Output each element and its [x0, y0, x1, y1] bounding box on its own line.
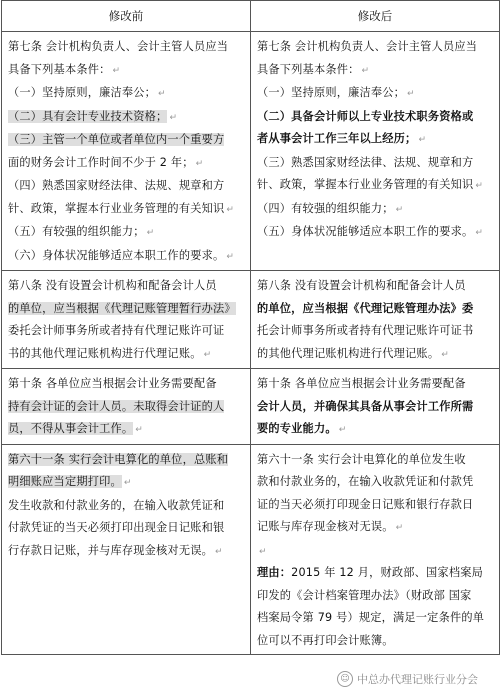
text-line: [257, 630, 494, 653]
line-text: （四）有较强的组织能力；: [257, 201, 394, 215]
line-text: 第十条 各单位应当根据会计业务需要配备: [8, 377, 217, 390]
return-mark: ↵: [475, 181, 484, 191]
text-line: [257, 198, 494, 222]
text-line: [8, 449, 245, 472]
table-row: [2, 32, 500, 271]
line-text: （四）熟悉国家财经法律、法规、规章和方: [8, 179, 225, 192]
line-text: 付款凭证的当天必须打印出现金日记账和银: [8, 521, 225, 534]
line-text: 第六十一条 实行会计电算化的单位，总账和: [8, 452, 229, 466]
return-mark: ↵: [475, 228, 484, 238]
text-line: [257, 59, 494, 83]
text-line: [8, 175, 245, 198]
cell-after: [251, 369, 500, 445]
cell-after: [251, 444, 500, 655]
text-line: [8, 245, 245, 269]
wechat-icon: ☺: [337, 671, 353, 687]
text-line: [257, 320, 494, 343]
line-text: 印发的《会计档案管理办法》（财政部 国家: [257, 588, 472, 602]
text-line: [257, 396, 494, 419]
line-text: （三）主管一个单位或者单位内一个重要方: [8, 133, 225, 146]
text-line: [257, 449, 494, 472]
comparison-table: [1, 0, 500, 655]
line-text: 托会计师事务所或者持有代理记账许可证书: [257, 324, 474, 337]
line-text: （二）具有会计专业技术资格；: [8, 109, 168, 123]
text-line: [8, 59, 245, 83]
return-mark: ↵: [226, 204, 235, 215]
line-text: 理由：2015 年 12 月，财政部、国家档案局: [257, 566, 483, 579]
return-mark: ↵: [259, 546, 267, 557]
table-row: [2, 369, 500, 445]
return-mark: ↵: [395, 204, 404, 215]
line-text: 第六十一条 实行会计电算化的单位发生收: [257, 452, 466, 466]
text-line: [8, 320, 245, 343]
text-line: [8, 82, 245, 106]
line-text: （一）坚持原则，廉洁奉公；: [8, 86, 157, 99]
return-mark: ↵: [169, 112, 178, 123]
return-mark: ↵: [441, 349, 449, 360]
line-text: 具备下列基本条件：: [8, 62, 111, 76]
text-line: [8, 129, 245, 152]
return-mark: ↵: [214, 546, 223, 557]
line-text: 档案局令第 79 号）规定，满足一定条件的单: [257, 611, 485, 624]
return-mark: ↵: [418, 135, 427, 145]
line-text: 针、政策，掌握本行业业务管理的有关知识: [8, 201, 225, 215]
line-text: 记账与库存现金核对无误。: [257, 520, 394, 533]
header-before: 修改前: [2, 1, 251, 32]
return-mark: ↵: [135, 425, 144, 435]
text-line: [257, 128, 494, 152]
text-line: [257, 82, 494, 106]
text-line: [8, 298, 245, 321]
line-text: 的其他代理记账机构进行代理记账。: [257, 346, 440, 360]
line-text: （六）身体状况能够适应本职工作的要求。: [8, 248, 225, 262]
cell-after: [251, 271, 500, 369]
text-line: [257, 516, 494, 540]
header-row: [2, 1, 500, 32]
text-line: [257, 221, 494, 245]
text-line: [257, 106, 494, 129]
line-text: 第八条 没有设置会计机构和配备会计人员: [257, 279, 466, 292]
return-mark: ↵: [146, 228, 155, 238]
return-mark: ↵: [407, 89, 415, 99]
text-line: [257, 152, 494, 175]
return-mark: ↵: [395, 523, 404, 533]
return-mark: ↵: [123, 478, 132, 488]
text-line: [257, 471, 494, 494]
line-text: 位可以不再打印会计账簿。: [257, 633, 394, 647]
text-line: [8, 373, 245, 396]
line-text: （二）具备会计师以上专业技术职务资格或: [257, 109, 474, 123]
text-line: [257, 540, 494, 563]
line-text: 要的专业能力。: [257, 422, 337, 435]
text-line: [257, 607, 494, 630]
line-text: 针、政策，掌握本行业业务管理的有关知识: [257, 178, 474, 191]
line-text: 者从事会计工作三年以上经历；: [257, 132, 417, 145]
return-mark: ↵: [226, 251, 235, 262]
text-line: [8, 343, 245, 367]
line-text: （五）身体状况能够适应本职工作的要求。: [257, 225, 474, 238]
text-line: [257, 494, 494, 517]
text-line: [8, 540, 245, 564]
line-text: 书的其他代理记账机构进行代理记账。: [8, 346, 202, 360]
text-line: [257, 373, 494, 396]
text-line: [8, 471, 245, 495]
return-mark: ↵: [112, 65, 121, 76]
text-line: [8, 198, 245, 222]
line-text: （一）坚持原则，廉洁奉公；: [257, 86, 406, 99]
return-mark: ↵: [203, 349, 212, 360]
cell-before: [2, 32, 251, 271]
text-line: [257, 343, 494, 367]
text-line: [8, 396, 245, 419]
text-line: [8, 221, 245, 245]
header-after: 修改后: [251, 1, 500, 32]
return-mark: ↵: [361, 65, 370, 76]
text-line: [8, 36, 245, 59]
text-line: [257, 298, 494, 321]
line-text: 行存款日记账，并与库存现金核对无误。: [8, 543, 213, 557]
line-text: 第八条 没有设置会计机构和配备会计人员: [8, 279, 217, 292]
return-mark: ↵: [338, 425, 347, 435]
line-text: 明细账应当定期打印。: [8, 475, 122, 488]
text-line: [257, 174, 494, 198]
text-line: [8, 275, 245, 298]
text-line: [8, 152, 245, 176]
reason-label: 理由：: [257, 566, 292, 579]
text-line: [8, 418, 245, 442]
return-mark: ↵: [158, 89, 166, 99]
text-line: [8, 517, 245, 540]
line-text: 具备下列基本条件：: [257, 62, 360, 76]
text-line: [8, 495, 245, 518]
cell-after: [251, 32, 500, 271]
text-line: [257, 275, 494, 298]
line-text: 的单位，应当根据《代理记账管理办法》委: [257, 301, 474, 315]
line-text: （五）有较强的组织能力；: [8, 225, 145, 238]
line-text: 第七条 会计机构负责人、会计主管人员应当: [8, 40, 229, 53]
line-text: 委托会计师事务所或者持有代理记账许可证: [8, 324, 225, 337]
line-text: 发生收款和付款业务的，在输入收款凭证和: [8, 498, 225, 512]
text-line: [257, 562, 494, 585]
return-mark: ↵: [195, 158, 204, 169]
watermark: [337, 671, 478, 687]
table-row: [2, 271, 500, 369]
line-text: 的单位，应当根据《代理记账管理暂行办法》: [8, 301, 236, 315]
cell-before: [2, 369, 251, 445]
line-text: 款和付款业务的，在输入收款凭证和付款凭: [257, 475, 474, 488]
text-line: [8, 106, 245, 130]
line-text: 第七条 会计机构负责人、会计主管人员应当: [257, 40, 478, 53]
text-line: [257, 418, 494, 442]
watermark-text: 中总办代理记账行业分会: [357, 673, 478, 686]
table-row: [2, 444, 500, 655]
line-text: 面的财务会计工作时间不少于 2 年；: [8, 155, 194, 169]
line-text: 证的当天必须打印现金日记账和银行存款日: [257, 497, 474, 511]
cell-before: [2, 271, 251, 369]
line-text: 员，不得从事会计工作。: [8, 422, 134, 435]
line-text: 会计人员，并确保其具备从事会计工作所需: [257, 399, 474, 413]
text-line: [257, 585, 494, 608]
line-text: 第十条 各单位应当根据会计业务需要配备: [257, 377, 466, 390]
text-line: [257, 36, 494, 59]
line-text: 持有会计证的会计人员。未取得会计证的人: [8, 399, 225, 413]
line-text: （三）熟悉国家财经法律、法规、规章和方: [257, 155, 474, 169]
cell-before: [2, 444, 251, 655]
